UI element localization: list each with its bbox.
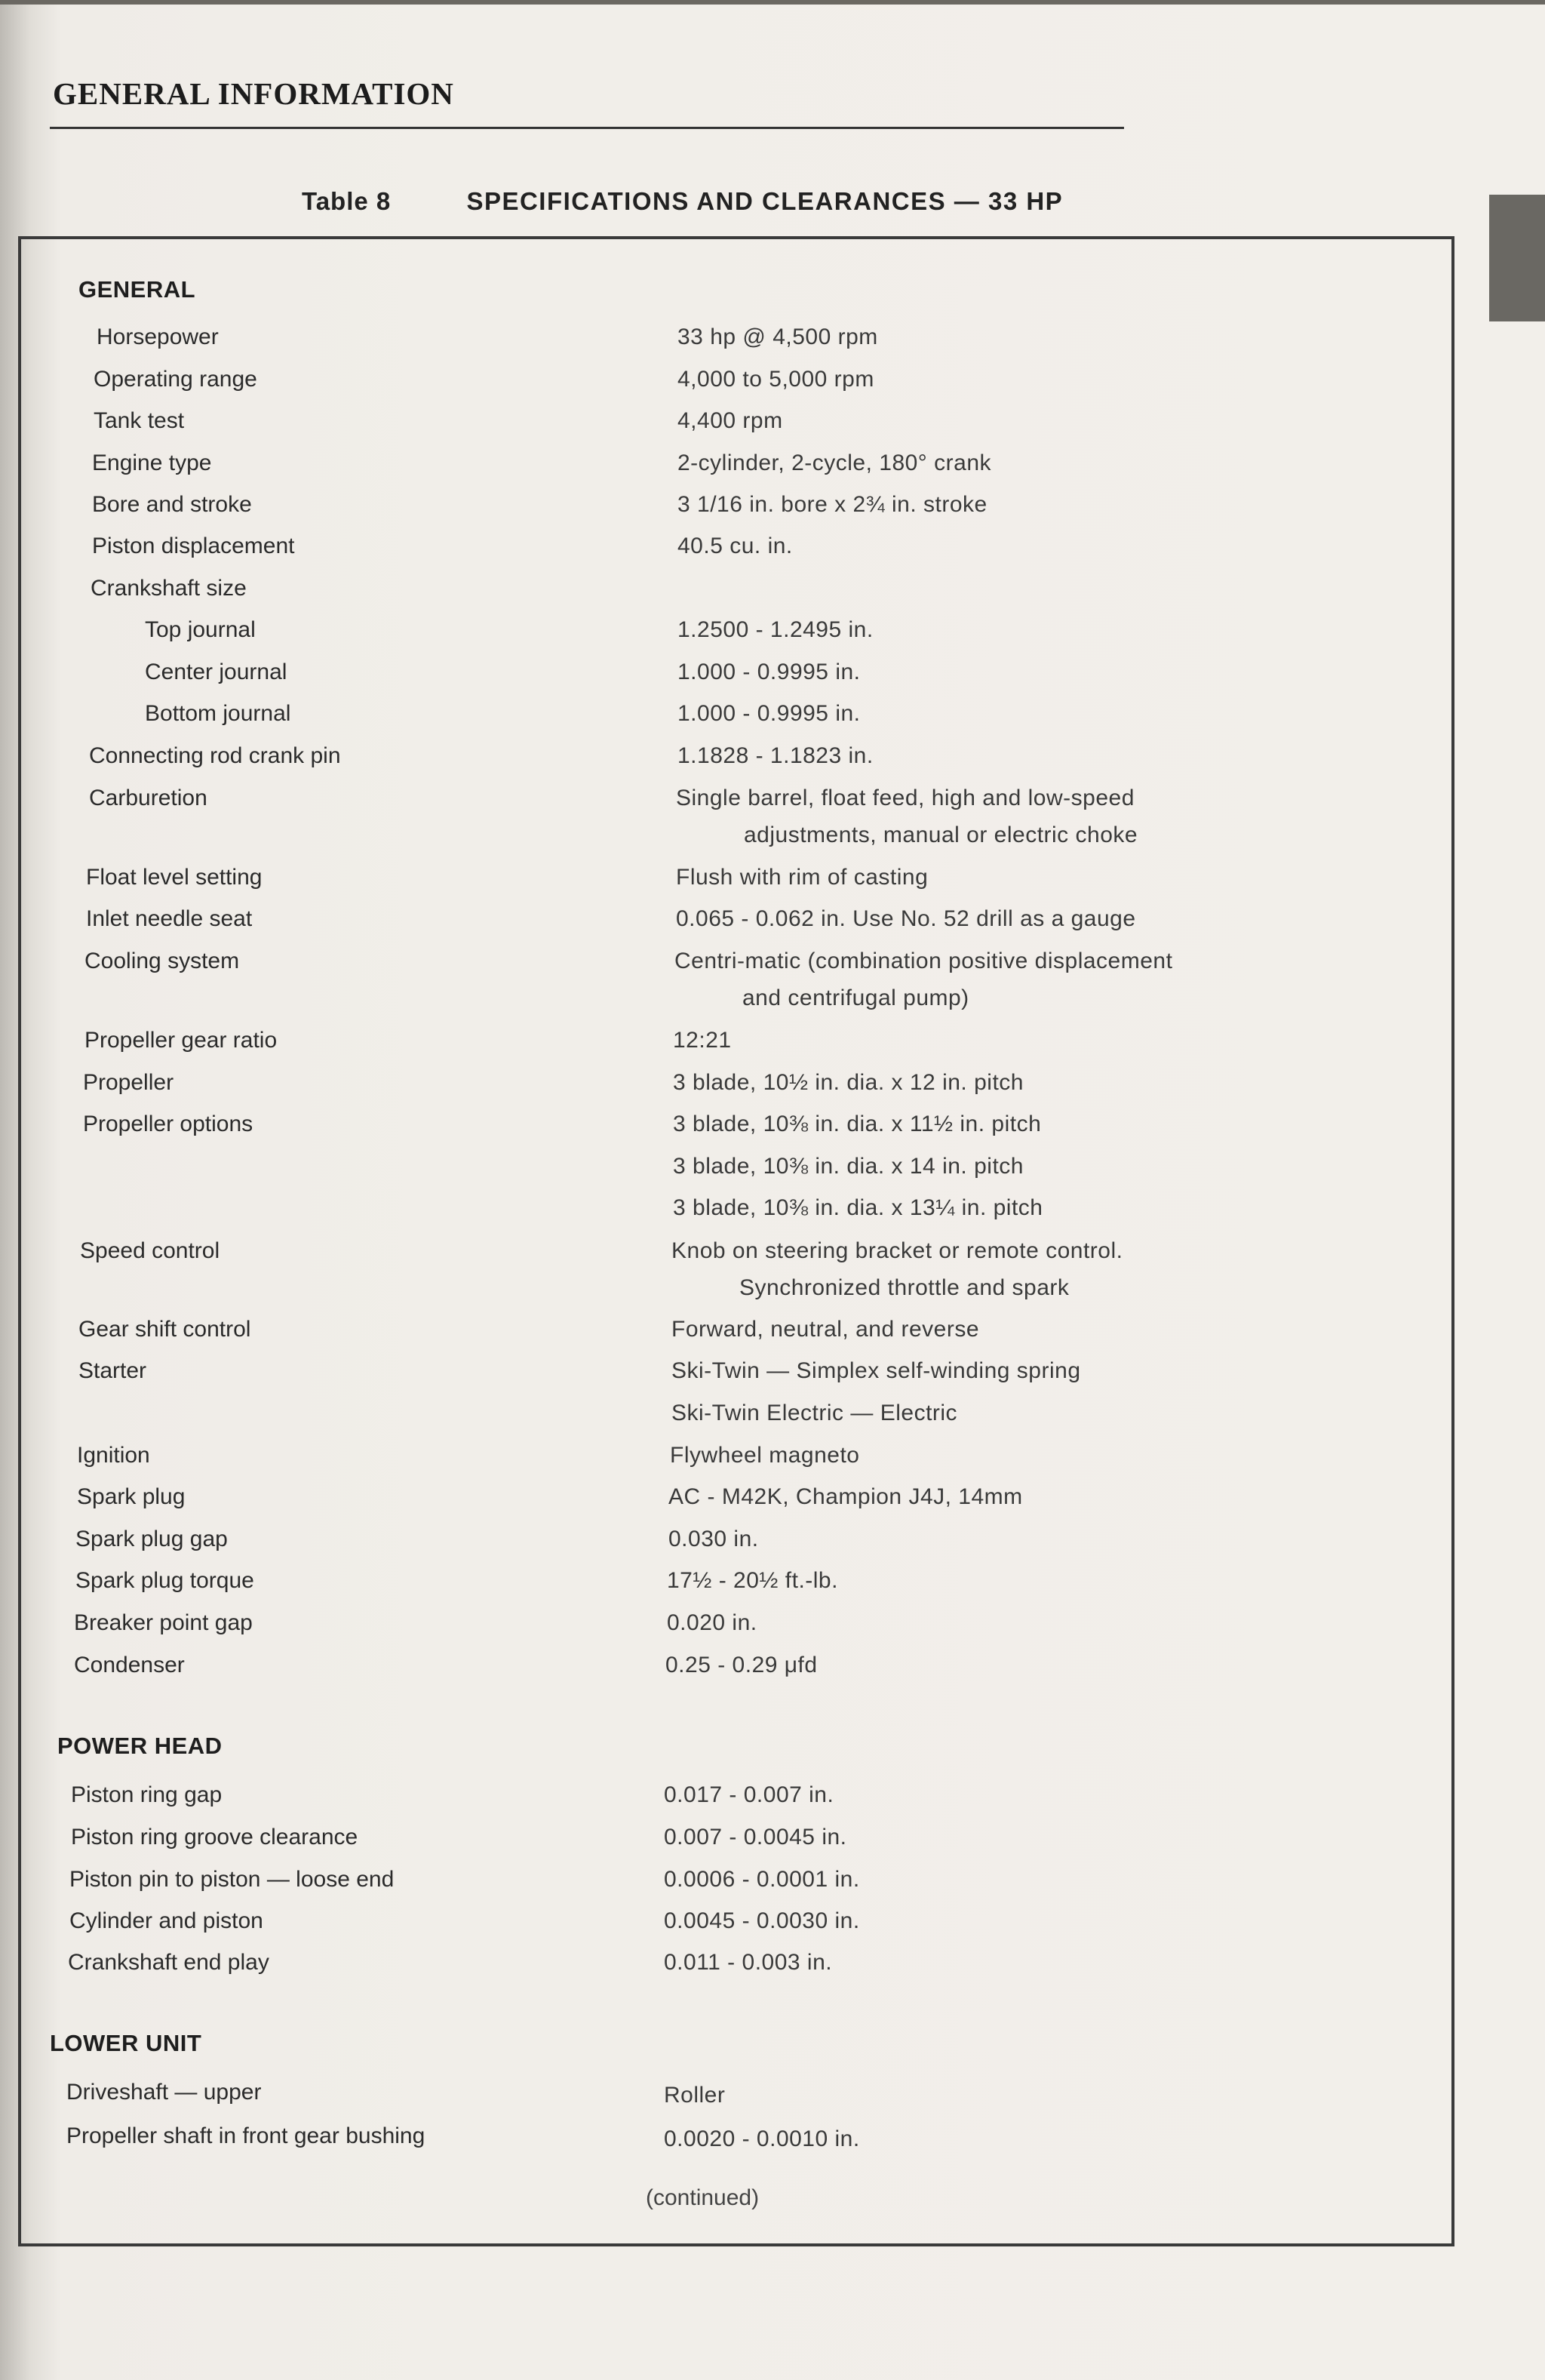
- label-propeller-shaft: Propeller shaft in front gear bushing: [66, 2123, 425, 2148]
- header-rule: [50, 127, 1124, 129]
- value-cylinder-piston: 0.0045 - 0.0030 in.: [664, 1908, 860, 1933]
- value-carburetion-cont: adjustments, manual or electric choke: [744, 823, 1138, 847]
- label-connecting-rod: Connecting rod crank pin: [89, 743, 341, 768]
- label-cylinder-piston: Cylinder and piston: [69, 1908, 263, 1933]
- value-carburetion: Single barrel, float feed, high and low-speed: [676, 786, 1135, 810]
- label-breaker-gap: Breaker point gap: [74, 1610, 253, 1635]
- value-condenser: 0.25 - 0.29 μfd: [665, 1653, 818, 1677]
- label-top-journal: Top journal: [145, 617, 256, 642]
- label-carburetion: Carburetion: [89, 786, 207, 810]
- label-ring-gap: Piston ring gap: [71, 1782, 223, 1807]
- value-cooling-system-cont: and centrifugal pump): [742, 986, 969, 1010]
- label-condenser: Condenser: [74, 1653, 185, 1677]
- label-starter: Starter: [78, 1358, 147, 1383]
- label-crankshaft-size: Crankshaft size: [91, 576, 247, 601]
- label-float-level: Float level setting: [86, 865, 263, 890]
- value-center-journal: 1.000 - 0.9995 in.: [677, 660, 861, 684]
- label-speed-control: Speed control: [80, 1238, 220, 1263]
- page-header-title: GENERAL INFORMATION: [53, 76, 454, 111]
- label-propeller-options: Propeller options: [83, 1112, 253, 1136]
- value-speed-control: Knob on steering bracket or remote control.: [671, 1238, 1123, 1263]
- value-propeller-shaft: 0.0020 - 0.0010 in.: [664, 2126, 860, 2151]
- value-propeller-option-2: 3 blade, 10⅜ in. dia. x 14 in. pitch: [673, 1154, 1024, 1179]
- value-propeller: 3 blade, 10½ in. dia. x 12 in. pitch: [673, 1070, 1024, 1095]
- value-tank-test: 4,400 rpm: [677, 408, 783, 433]
- page-top-edge: [0, 0, 1545, 5]
- section-general: GENERAL: [78, 276, 196, 303]
- label-ring-groove: Piston ring groove clearance: [71, 1825, 358, 1850]
- value-starter: Ski-Twin — Simplex self-winding spring: [671, 1358, 1081, 1383]
- label-spark-plug: Spark plug: [77, 1484, 186, 1509]
- label-operating-range: Operating range: [94, 367, 257, 392]
- value-inlet-needle: 0.065 - 0.062 in. Use No. 52 drill as a gauge: [676, 906, 1136, 931]
- value-spark-torque: 17½ - 20½ ft.-lb.: [667, 1568, 838, 1593]
- value-breaker-gap: 0.020 in.: [667, 1610, 757, 1635]
- table-caption: [302, 187, 1063, 216]
- value-float-level: Flush with rim of casting: [676, 865, 929, 890]
- value-engine-type: 2-cylinder, 2-cycle, 180° crank: [677, 450, 992, 475]
- label-piston-displacement: Piston displacement: [92, 534, 295, 558]
- label-spark-torque: Spark plug torque: [75, 1568, 254, 1593]
- section-thumb-tab: [1489, 195, 1545, 321]
- label-bottom-journal: Bottom journal: [145, 701, 291, 726]
- value-pin-to-piston: 0.0006 - 0.0001 in.: [664, 1867, 860, 1892]
- value-speed-control-cont: Synchronized throttle and spark: [739, 1275, 1070, 1300]
- label-spark-gap: Spark plug gap: [75, 1527, 228, 1551]
- value-spark-plug: AC - M42K, Champion J4J, 14mm: [668, 1484, 1023, 1509]
- label-inlet-needle: Inlet needle seat: [86, 906, 253, 931]
- value-connecting-rod: 1.1828 - 1.1823 in.: [677, 743, 874, 768]
- value-top-journal: 1.2500 - 1.2495 in.: [677, 617, 874, 642]
- value-bottom-journal: 1.000 - 0.9995 in.: [677, 701, 861, 726]
- label-horsepower: Horsepower: [97, 324, 219, 349]
- table-title: SPECIFICATIONS AND CLEARANCES — 33 HP: [466, 187, 1064, 215]
- value-ring-gap: 0.017 - 0.007 in.: [664, 1782, 834, 1807]
- label-gear-ratio: Propeller gear ratio: [84, 1028, 278, 1053]
- label-center-journal: Center journal: [145, 660, 287, 684]
- label-gear-shift: Gear shift control: [78, 1317, 251, 1342]
- section-lower-unit: LOWER UNIT: [50, 2030, 202, 2056]
- label-bore-stroke: Bore and stroke: [92, 492, 252, 517]
- value-starter-cont: Ski-Twin Electric — Electric: [671, 1401, 958, 1425]
- label-crankshaft-end-play: Crankshaft end play: [68, 1950, 269, 1975]
- label-cooling-system: Cooling system: [84, 949, 240, 973]
- value-crankshaft-end-play: 0.011 - 0.003 in.: [664, 1950, 833, 1975]
- value-horsepower: 33 hp @ 4,500 rpm: [677, 324, 878, 349]
- value-operating-range: 4,000 to 5,000 rpm: [677, 367, 874, 392]
- section-power-head: POWER HEAD: [57, 1733, 223, 1759]
- label-pin-to-piston: Piston pin to piston — loose end: [69, 1867, 395, 1892]
- table-label: Table 8: [302, 187, 392, 215]
- value-piston-displacement: 40.5 cu. in.: [677, 534, 793, 558]
- value-cooling-system: Centri-matic (combination positive displacement: [674, 949, 1173, 973]
- label-propeller: Propeller: [83, 1070, 174, 1095]
- value-gear-shift: Forward, neutral, and reverse: [671, 1317, 980, 1342]
- value-ignition: Flywheel magneto: [670, 1443, 860, 1468]
- label-driveshaft: Driveshaft — upper: [66, 2080, 262, 2105]
- continued-note: (continued): [646, 2185, 760, 2210]
- value-ring-groove: 0.007 - 0.0045 in.: [664, 1825, 847, 1850]
- label-tank-test: Tank test: [94, 408, 185, 433]
- value-gear-ratio: 12:21: [673, 1028, 732, 1053]
- value-propeller-option-3: 3 blade, 10⅜ in. dia. x 13¼ in. pitch: [673, 1195, 1043, 1220]
- label-ignition: Ignition: [77, 1443, 150, 1468]
- label-engine-type: Engine type: [92, 450, 212, 475]
- value-propeller-option-1: 3 blade, 10⅜ in. dia. x 11½ in. pitch: [673, 1112, 1042, 1136]
- value-spark-gap: 0.030 in.: [668, 1527, 759, 1551]
- value-bore-stroke: 3 1/16 in. bore x 2¾ in. stroke: [677, 492, 988, 517]
- value-driveshaft: Roller: [664, 2083, 726, 2108]
